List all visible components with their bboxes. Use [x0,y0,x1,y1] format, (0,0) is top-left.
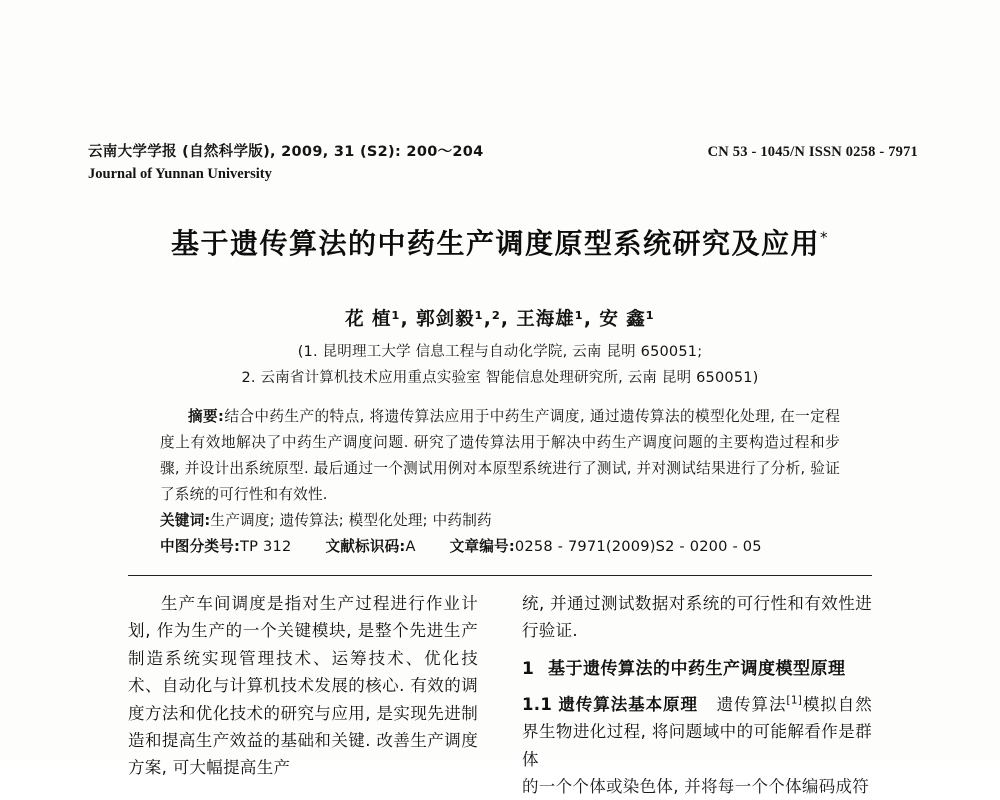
abstract-label: 摘要: [188,408,225,425]
abstract-text: 结合中药生产的特点, 将遗传算法应用于中药生产调度, 通过遗传算法的模型化处理, 在一定程度上有效地解决了中药生产调度问题. 研究了遗传算法用于解决中药生产调度问题的主要构造过程和步骤, 并设计出系统原型. 最后通过一个测试用例对本原型系统进行了测试, 并对测试结果进行了分析, 验证了系统的可行性和有效性. [160,408,841,503]
body-column-right [522,590,873,797]
section-heading-1 [522,655,872,683]
keywords-paragraph [160,508,840,534]
article-id-label: 文章编号: [449,537,515,555]
abstract-block [160,404,840,560]
keywords-label: 关键词: [160,511,211,529]
left-paragraph-1: 生产车间调度是指对生产过程进行作业计划, 作为生产的一个关键模块, 是整个先进生产制造系统实现管理技术、运筹技术、优化技术、自动化与计算机技术发展的核心. 有效的调度方法和优化技术的研究与应用, 是实现先进制造和提高生产效益的基础和关键. 改善生产调度方案, 可大幅提高生产 [128,594,478,778]
author-line: 花 植¹, 郭剑毅¹,², 王海雄¹, 安 鑫¹ [345,309,655,330]
document-code-label: 文献标识码: [325,537,406,555]
page-title [0,222,1000,262]
body-columns [128,590,873,797]
body-column-left [128,590,478,778]
right-paragraph-last: 的一个个体或染色体, 并将每一个个体编码成符 [522,777,870,797]
journal-citation: 云南大学学报 (自然科学版), 2009, 31 (S2): 200～204 [88,144,484,160]
right-paragraph-1: 统, 并通过测试数据对系统的可行性和有效性进行验证. [522,594,872,641]
section-title-1: 基于遗传算法的中药生产调度模型原理 [548,658,846,679]
journal-header-row-1 [88,140,918,161]
page-title-text: 基于遗传算法的中药生产调度原型系统研究及应用 [170,227,820,260]
journal-header [88,140,918,183]
clc-label: 中图分类号: [160,537,241,555]
subsection-1-1 [522,691,872,773]
clc-value: TP 312 [240,537,292,555]
subsection-number-1-1: 1.1 [522,694,553,714]
abstract-paragraph [160,404,840,508]
affiliation-1: (1. 昆明理工大学 信息工程与自动化学院, 云南 昆明 650051; [297,344,703,360]
section-number-1: 1 [522,658,535,679]
header-divider [128,575,872,576]
author-list [0,305,1000,331]
document-code-value: A [405,537,416,555]
keywords-text: 生产调度; 遗传算法; 模型化处理; 中药制药 [210,511,492,529]
subsection-text-1-1: 模拟自然界生物进化过程, 将问题域中的可能解看作是群体 [522,694,873,769]
affiliation-2: 2. 云南省计算机技术应用重点实验室 智能信息处理研究所, 云南 昆明 650051) [241,370,759,386]
journal-codes: CN 53 - 1045/N ISSN 0258 - 7971 [707,144,918,160]
reference-marker-1: [1] [786,694,803,707]
subsection-text-head: 遗传算法 [715,694,787,714]
article-id-value: 0258 - 7971(2009)S2 - 0200 - 05 [514,537,762,555]
title-footnote-marker: * [820,228,829,247]
classification-paragraph [160,534,840,560]
subsection-title-1-1: 遗传算法基本原理 [558,694,698,714]
journal-english-name: Journal of Yunnan University [88,166,272,182]
